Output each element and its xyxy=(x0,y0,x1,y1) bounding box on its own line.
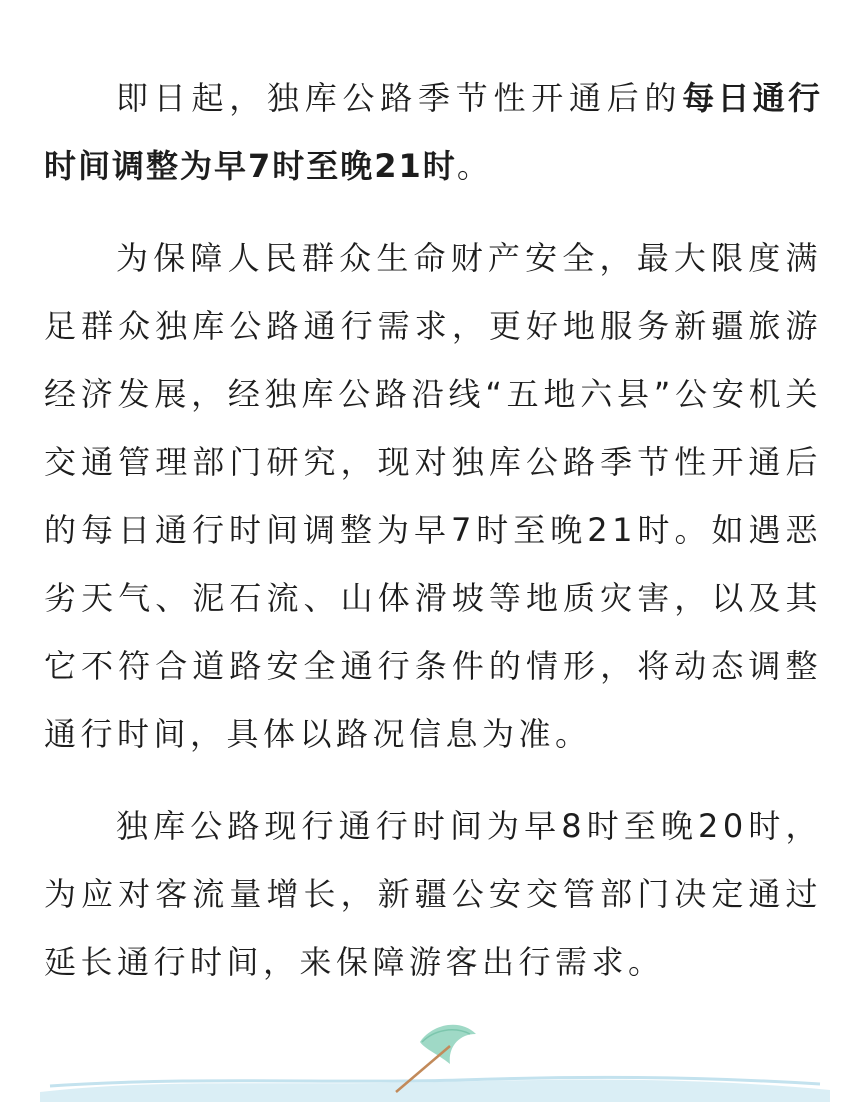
decoration-art xyxy=(40,1020,830,1102)
article-body xyxy=(44,64,822,1020)
wave-band xyxy=(40,1080,830,1102)
paragraph-1 xyxy=(44,64,822,200)
paragraph-1-lead: 即日起，独库公路季节性开通后的 xyxy=(116,79,683,117)
paragraph-3: 独库公路现行通行时间为早8时至晚20时，为应对客流量增长，新疆公安交管部门决定通过延长通行时间，来保障游客出行需求。 xyxy=(44,807,822,981)
paragraph-1-tail: 。 xyxy=(456,147,494,185)
paragraph-1-emphasis: 每日通行时间调整为早7时至晚21时 xyxy=(44,79,822,185)
paragraph-2: 为保障人民群众生命财产安全，最大限度满足群众独库公路通行需求，更好地服务新疆旅游经济发展，经独库公路沿线“五地六县”公安机关交通管理部门研究，现对独库公路季节性开通后的每日通行时间调整为早7时至晚21时。如遇恶劣天气、泥石流、山体滑坡等地质灾害，以及其它不符合道路安全通行条件的情形，将动态调整通行时间，具体以路况信息为准。 xyxy=(44,239,822,753)
footer-decoration xyxy=(40,1020,830,1102)
